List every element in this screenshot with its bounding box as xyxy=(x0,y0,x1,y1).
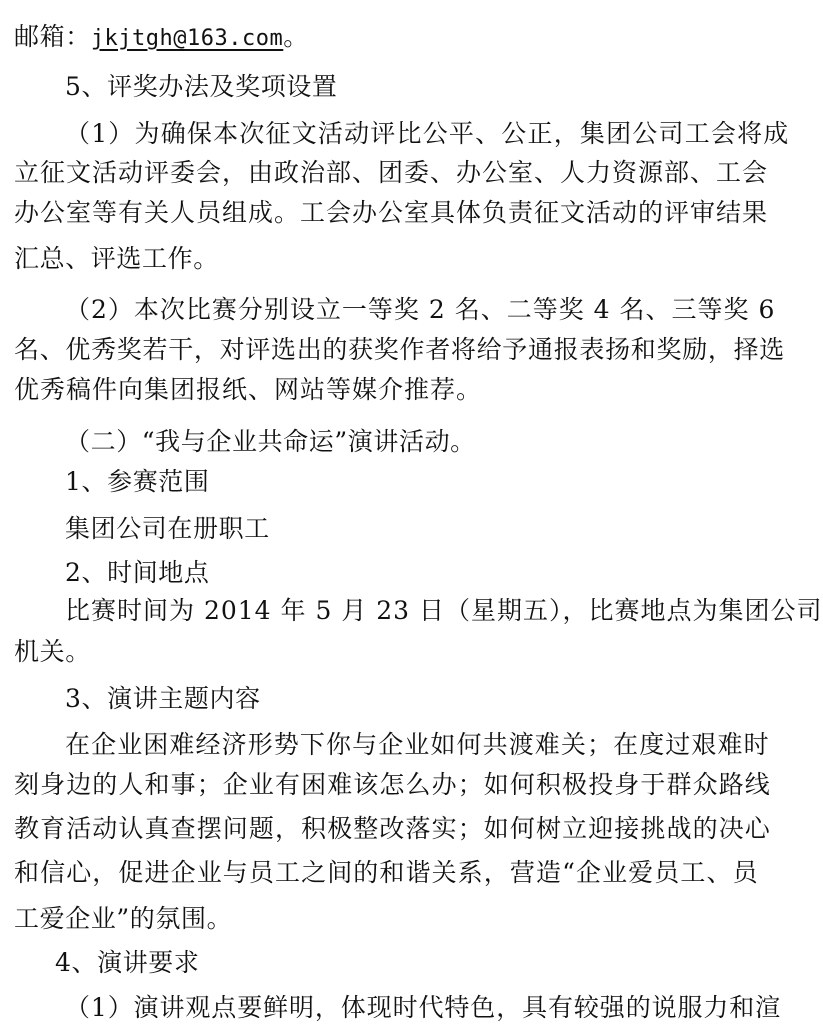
paragraph-line: 办公室等有关人员组成。工会办公室具体负责征文活动的评审结果 xyxy=(14,198,769,227)
section-heading-speech-requirements: 4、演讲要求 xyxy=(55,948,200,977)
paragraph-line: 工爱企业”的氛围。 xyxy=(14,904,233,933)
section-heading-speech-topic: 3、演讲主题内容 xyxy=(65,684,261,713)
email-line xyxy=(14,22,746,54)
email-label: 邮箱： xyxy=(14,22,91,51)
section-heading-award-method: 5、评奖办法及奖项设置 xyxy=(65,72,338,101)
paragraph-line: 比赛时间为 2014 年 5 月 23 日（星期五），比赛地点为集团公司 xyxy=(65,596,823,625)
email-end: 。 xyxy=(283,22,309,51)
paragraph-line: 优秀稿件向集团报纸、网站等媒介推荐。 xyxy=(14,375,483,404)
paragraph-line: 立征文活动评委会，由政治部、团委、办公室、人力资源部、工会 xyxy=(14,158,769,187)
paragraph-line: 集团公司在册职工 xyxy=(65,514,270,543)
paragraph-line: 和信心，促进企业与员工之间的和谐关系，营造“企业爱员工、员 xyxy=(14,858,759,887)
paragraph-line: 在企业困难经济形势下你与企业如何共渡难关；在度过艰难时 xyxy=(65,730,770,759)
section-heading-time-place: 2、时间地点 xyxy=(65,558,210,587)
paragraph-line: 教育活动认真查摆问题，积极整改落实；如何树立迎接挑战的决心 xyxy=(14,814,771,843)
paragraph-line: （1）为确保本次征文活动评比公平、公正，集团公司工会将成 xyxy=(65,119,790,148)
paragraph-line: 名、优秀奖若干，对评选出的获奖作者将给予通报表扬和奖励，择选 xyxy=(14,335,786,364)
paragraph-line: 机关。 xyxy=(14,637,91,666)
section-heading-participants: 1、参赛范围 xyxy=(65,467,210,496)
paragraph-line: 刻身边的人和事；企业有困难该怎么办；如何积极投身于群众路线 xyxy=(14,770,771,799)
paragraph-line: 汇总、评选工作。 xyxy=(14,244,219,273)
email-address: jkjtgh@163.com xyxy=(90,26,284,51)
paragraph-line: （2）本次比赛分别设立一等奖 2 名、二等奖 4 名、三等奖 6 xyxy=(65,295,776,324)
section-heading-speech-activity: （二）“我与企业共命运”演讲活动。 xyxy=(65,427,476,456)
paragraph-line: （1）演讲观点要鲜明，体现时代特色，具有较强的说服力和渲 xyxy=(65,993,782,1022)
